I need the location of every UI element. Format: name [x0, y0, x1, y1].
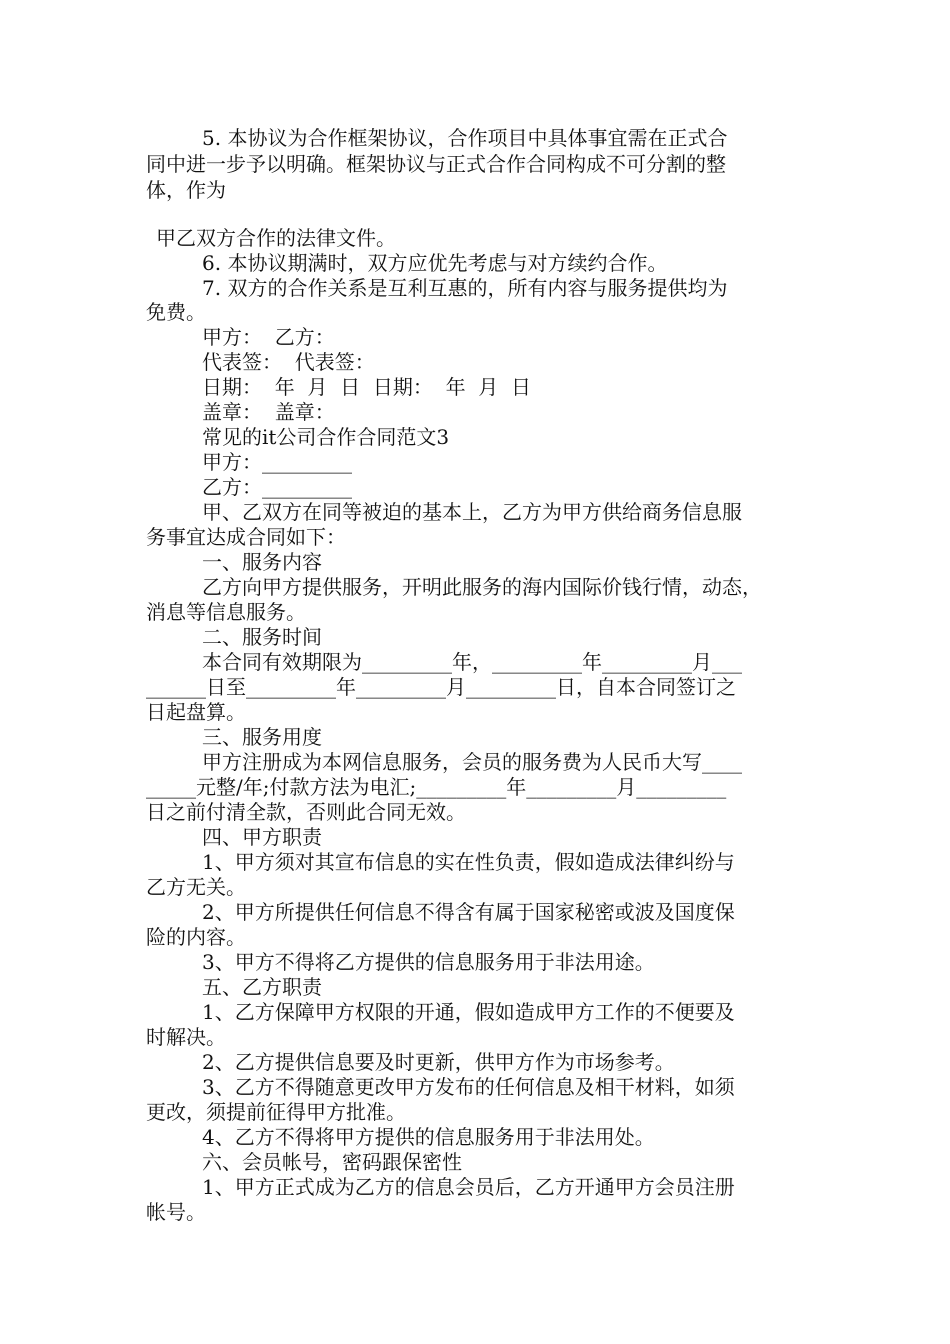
- text-line: 四、甲方职责: [202, 825, 322, 849]
- text-line: 免费。: [146, 300, 206, 324]
- text-line: 代表签： 代表签：: [202, 350, 375, 374]
- text-line: 2、乙方提供信息要及时更新，供甲方作为市场参考。: [202, 1050, 675, 1074]
- text-line: 乙方无关。: [146, 875, 246, 899]
- text-line: 日起盘算。: [146, 700, 246, 724]
- text-line: 日之前付清全款，否则此合同无效。: [146, 800, 466, 824]
- text-line: 1、乙方保障甲方权限的开通，假如造成甲方工作的不便要及: [202, 1000, 735, 1024]
- text-line: 帐号。: [146, 1200, 206, 1224]
- text-line: 甲乙双方合作的法律文件。: [156, 226, 396, 250]
- text-line: _____元整/年;付款方法为电汇;_________年_________月_________: [146, 775, 727, 799]
- text-line: 4、乙方不得将甲方提供的信息服务用于非法用处。: [202, 1125, 655, 1149]
- text-line: 3、甲方不得将乙方提供的信息服务用于非法用途。: [202, 950, 655, 974]
- text-line: 7. 双方的合作关系是互利互惠的，所有内容与服务提供均为: [202, 276, 728, 300]
- text-line: 甲、乙双方在同等被迫的基本上，乙方为甲方供给商务信息服: [202, 500, 742, 524]
- text-line: 乙方向甲方提供服务，开明此服务的海内国际价钱行情，动态，: [202, 575, 762, 599]
- text-line: 三、服务用度: [202, 725, 322, 749]
- text-line: 更改，须提前征得甲方批准。: [146, 1100, 406, 1124]
- text-line: 6. 本协议期满时，双方应优先考虑与对方续约合作。: [202, 251, 668, 275]
- text-line: 消息等信息服务。: [146, 600, 306, 624]
- text-line: 本合同有效期限为_________年，_________年_________月___: [202, 650, 742, 674]
- text-line: 乙方：_________: [202, 475, 352, 499]
- text-line: 日期： 年 月 日 日期： 年 月 日: [202, 375, 532, 399]
- text-line: 时解决。: [146, 1025, 226, 1049]
- text-line: ______日至_________年_________月_________日，自本合同签订之: [146, 675, 736, 699]
- text-line: 2、甲方所提供任何信息不得含有属于国家秘密或波及国度保: [202, 900, 735, 924]
- text-line: 1、甲方须对其宣布信息的实在性负责，假如造成法律纠纷与: [202, 850, 735, 874]
- text-line: 5. 本协议为合作框架协议，合作项目中具体事宜需在正式合: [202, 126, 728, 150]
- text-line: 常见的it公司合作合同范文3: [202, 425, 450, 449]
- text-line: 体，作为: [146, 178, 226, 202]
- text-line: 3、乙方不得随意更改甲方发布的任何信息及相干材料，如须: [202, 1075, 735, 1099]
- text-line: 盖章： 盖章：: [202, 400, 335, 424]
- text-line: 六、会员帐号，密码跟保密性: [202, 1150, 462, 1174]
- text-line: 甲方：_________: [202, 450, 352, 474]
- text-line: 五、乙方职责: [202, 975, 322, 999]
- text-line: 务事宜达成合同如下：: [146, 525, 346, 549]
- text-line: 险的内容。: [146, 925, 246, 949]
- text-line: 1、甲方正式成为乙方的信息会员后，乙方开通甲方会员注册: [202, 1175, 735, 1199]
- text-line: 甲方注册成为本网信息服务，会员的服务费为人民币大写____: [202, 750, 742, 774]
- text-line: 一、服务内容: [202, 550, 322, 574]
- text-line: 甲方： 乙方：: [202, 325, 335, 349]
- text-line: 二、服务时间: [202, 625, 322, 649]
- text-line: 同中进一步予以明确。框架协议与正式合作合同构成不可分割的整: [146, 152, 726, 176]
